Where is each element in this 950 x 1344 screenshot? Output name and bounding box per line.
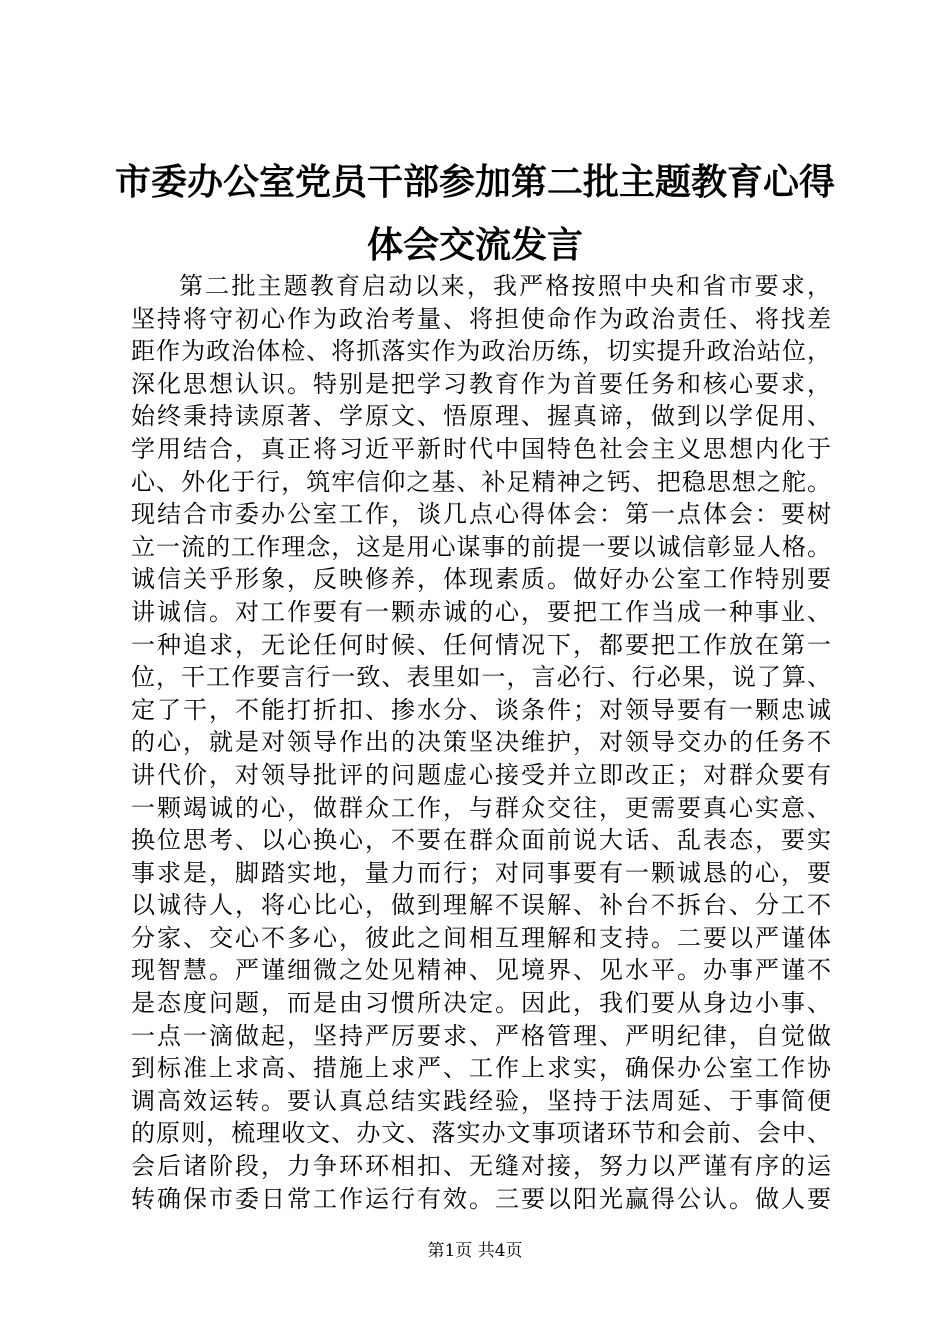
- document-body: [131, 270, 831, 1215]
- body-text-line: 到标准上求高、措施上求严、工作上求实，确保办公室工作协: [131, 1054, 831, 1083]
- body-text-line: 的心，就是对领导作出的决策坚决维护，对领导交办的任务不: [131, 728, 831, 757]
- body-text-line: 换位思考、以心换心，不要在群众面前说大话、乱表态，要实: [131, 826, 831, 855]
- body-text-line: 会后诸阶段，力争环环相扣、无缝对接，努力以严谨有序的运: [131, 1152, 831, 1181]
- body-text-line: 坚持将守初心作为政治考量、将担使命作为政治责任、将找差: [131, 304, 831, 333]
- body-text-line: 一点一滴做起，坚持严厉要求、严格管理、严明纪律，自觉做: [131, 1021, 831, 1050]
- body-text-line: 讲代价，对领导批评的问题虚心接受并立即改正；对群众要有: [131, 760, 831, 789]
- body-text-line: 一颗竭诚的心，做群众工作，与群众交往，更需要真心实意、: [131, 793, 831, 822]
- body-text-line: 调高效运转。要认真总结实践经验，坚持于法周延、于事简便: [131, 1086, 831, 1115]
- body-text-line: 深化思想认识。特别是把学习教育作为首要任务和核心要求，: [131, 369, 831, 398]
- body-text-line: 现结合市委办公室工作，谈几点心得体会：第一点体会：要树: [131, 500, 831, 529]
- body-text-line: 位，干工作要言行一致、表里如一，言必行、行必果，说了算、: [131, 663, 831, 692]
- body-text-line: 定了干，不能打折扣、掺水分、谈条件；对领导要有一颗忠诚: [131, 695, 831, 724]
- body-text-line: 现智慧。严谨细微之处见精神、见境界、见水平。办事严谨不: [131, 956, 831, 985]
- body-text-line: 学用结合，真正将习近平新时代中国特色社会主义思想内化于: [131, 434, 831, 463]
- body-text-line: 一种追求，无论任何时候、任何情况下，都要把工作放在第一: [131, 630, 831, 659]
- document-title-line-1: 市委办公室党员干部参加第二批主题教育心得: [114, 162, 835, 203]
- body-text-line: 事求是，脚踏实地，量力而行；对同事要有一颗诚恳的心，要: [131, 858, 831, 887]
- body-text-line: 是态度问题，而是由习惯所决定。因此，我们要从身边小事、: [131, 989, 831, 1018]
- body-text-line: 立一流的工作理念，这是用心谋事的前提一要以诚信彰显人格。: [131, 532, 831, 561]
- body-text-line: 距作为政治体检、将抓落实作为政治历练，切实提升政治站位，: [131, 337, 831, 366]
- body-text-line: 心、外化于行，筑牢信仰之基、补足精神之钙、把稳思想之舵。: [131, 467, 831, 496]
- page-footer: 第1页 共4页: [427, 1241, 523, 1261]
- body-text-line: 的原则，梳理收文、办文、落实办文事项诸环节和会前、会中、: [131, 1119, 831, 1148]
- body-text-line: 始终秉持读原著、学原文、悟原理、握真谛，做到以学促用、: [131, 402, 831, 431]
- body-text-line: 第二批主题教育启动以来，我严格按照中央和省市要求，: [179, 272, 831, 300]
- body-text-line: 转确保市委日常工作运行有效。三要以阳光赢得公认。做人要: [131, 1184, 831, 1213]
- body-text-line: 分家、交心不多心，彼此之间相互理解和支持。二要以严谨体: [131, 923, 831, 952]
- body-text-line: 诚信关乎形象，反映修养，体现素质。做好办公室工作特别要: [131, 565, 831, 594]
- document-title-line-2: 体会交流发言: [366, 225, 583, 266]
- body-text-line: 讲诚信。对工作要有一颗赤诚的心，要把工作当成一种事业、: [131, 597, 831, 626]
- body-text-line: 以诚待人，将心比心，做到理解不误解、补台不拆台、分工不: [131, 891, 831, 920]
